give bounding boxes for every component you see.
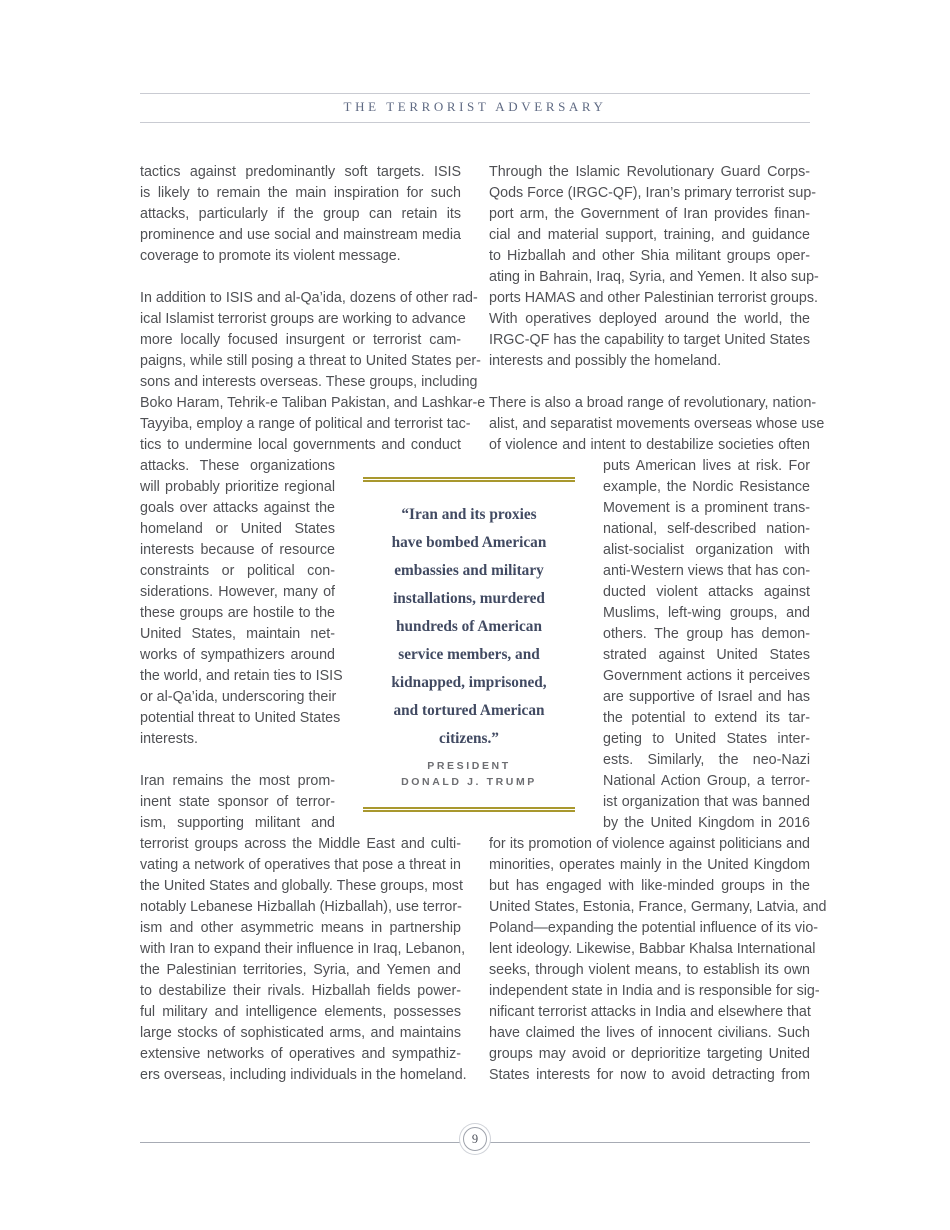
body-text-line: have claimed the lives of innocent civilians. Such xyxy=(489,1025,810,1041)
body-text-line: anti-Western views that has con- xyxy=(603,563,811,579)
body-text-line: ests. Similarly, the neo-Nazi xyxy=(603,752,810,768)
body-text-line: these groups are hostile to the xyxy=(140,605,335,621)
body-text-line: with Iran to expand their influence in Iraq, Lebanon, xyxy=(140,941,466,957)
body-text-line: seeks, through violent means, to establish its own xyxy=(489,962,810,978)
body-text-line: attacks. These organizations xyxy=(140,458,335,474)
body-text-line: interests and possibly the homeland. xyxy=(489,353,722,369)
body-text-line: is likely to remain the main inspiration for such xyxy=(140,185,461,201)
body-text-line: Movement is a prominent trans- xyxy=(603,500,810,516)
body-text-line: alist-socialist organization with xyxy=(603,542,810,558)
pull-quote xyxy=(363,501,575,753)
body-text-line: cial and material support, training, and guidance xyxy=(489,227,810,243)
body-text-line: There is also a broad range of revolutionary, nation- xyxy=(489,395,817,411)
body-text-line: others. The group has demon- xyxy=(603,626,810,642)
pull-quote-line: service members, and xyxy=(398,646,540,663)
body-text-line: nificant terrorist attacks in India and elsewhere that xyxy=(489,1004,811,1020)
body-text-line: With operatives deployed around the world, the xyxy=(489,311,810,327)
body-text-line: Muslims, left-wing groups, and xyxy=(603,605,810,621)
pull-quote-line: embassies and military xyxy=(394,562,544,579)
footer-rule-left xyxy=(140,1142,460,1143)
pull-quote-rule-bottom xyxy=(363,807,575,812)
body-text-line: States interests for now to avoid detracting from xyxy=(489,1067,810,1083)
body-text-line: siderations. However, many of xyxy=(140,584,335,600)
body-text-line: lent ideology. Likewise, Babbar Khalsa International xyxy=(489,941,816,957)
body-text-line: sons and interests overseas. These groups, including xyxy=(140,374,478,390)
body-text-line: tics to undermine local governments and conduct xyxy=(140,437,461,453)
body-text-line: Iran remains the most prom- xyxy=(140,773,335,789)
body-text-line: by the United Kingdom in 2016 xyxy=(603,815,810,831)
body-text-line: IRGC-QF has the capability to target United States xyxy=(489,332,811,348)
body-text-line: Qods Force (IRGC-QF), Iran’s primary terrorist sup- xyxy=(489,185,817,201)
body-text-line: potential threat to United States xyxy=(140,710,341,726)
body-text-line: for its promotion of violence against politicians and xyxy=(489,836,810,852)
body-text-line: minorities, operates mainly in the United Kingdom xyxy=(489,857,810,873)
body-text-line: the United States and globally. These groups, most xyxy=(140,878,463,894)
body-text-line: to Hizballah and other Shia militant groups oper- xyxy=(489,248,810,264)
body-text-line: ful military and intelligence elements, possesses xyxy=(140,1004,461,1020)
body-text-line: the Palestinian territories, Syria, and Yemen and xyxy=(140,962,461,978)
body-text-line: the potential to extend its tar- xyxy=(603,710,810,726)
body-text-line: Poland—expanding the potential influence of its vio- xyxy=(489,920,819,936)
page-number: 9 xyxy=(471,1132,479,1146)
body-text-line: notably Lebanese Hizballah (Hizballah), use terror- xyxy=(140,899,462,915)
body-text-line: interests. xyxy=(140,731,199,747)
body-text-line: United States, maintain net- xyxy=(140,626,335,642)
body-text-line: alist, and separatist movements overseas whose use xyxy=(489,416,825,432)
body-text-line: geting to United States inter- xyxy=(603,731,810,747)
body-text-line: homeland or United States xyxy=(140,521,335,537)
body-text-line: interests because of resource xyxy=(140,542,335,558)
pull-quote-rule-top xyxy=(363,477,575,482)
body-text-line: ical Islamist terrorist groups are working to advance xyxy=(140,311,466,327)
body-text-line: groups may avoid or deprioritize targeting United xyxy=(489,1046,810,1062)
body-text-line: coverage to promote its violent message. xyxy=(140,248,401,264)
body-text-line: terrorist groups across the Middle East and culti- xyxy=(140,836,461,852)
pull-quote-line: have bombed American xyxy=(391,534,547,551)
body-text-line: constraints or political con- xyxy=(140,563,335,579)
body-text-line: vating a network of operatives that pose a threat in xyxy=(140,857,461,873)
pull-quote-attribution-title: PRESIDENT xyxy=(427,760,511,772)
pull-quote-line: citizens.” xyxy=(439,730,499,747)
header-rule-bottom xyxy=(140,122,810,123)
pull-quote-line: hundreds of American xyxy=(396,618,542,635)
body-text-line: works of sympathizers around xyxy=(140,647,335,663)
pull-quote-line: and tortured American xyxy=(393,702,545,719)
body-text-line: attacks, particularly if the group can retain its xyxy=(140,206,461,222)
header-rule-top xyxy=(140,93,810,94)
pull-quote-line: installations, murdered xyxy=(393,590,545,607)
body-text-line: or al-Qa’ida, underscoring their xyxy=(140,689,337,705)
running-head: THE TERRORIST ADVERSARY xyxy=(343,99,607,114)
body-text-line: ism and other asymmetric means in partnership xyxy=(140,920,461,936)
pull-quote-line: kidnapped, imprisoned, xyxy=(391,674,547,691)
body-text-line: port arm, the Government of Iran provides finan- xyxy=(489,206,810,222)
body-text-line: Tayyiba, employ a range of political and terrorist tac- xyxy=(140,416,471,432)
body-text-line: ports HAMAS and other Palestinian terrorist groups. xyxy=(489,290,818,306)
body-text-line: ism, supporting militant and xyxy=(140,815,335,831)
body-text-line: independent state in India and is responsible for sig- xyxy=(489,983,820,999)
pull-quote-line: “Iran and its proxies xyxy=(401,506,537,523)
body-text-line: National Action Group, a terror- xyxy=(603,773,810,789)
body-text-line: strated against United States xyxy=(603,647,810,663)
pull-quote-attribution-name: DONALD J. TRUMP xyxy=(401,776,537,788)
body-text-line: ating in Bahrain, Iraq, Syria, and Yemen. It also sup- xyxy=(489,269,819,285)
body-text-line: will probably prioritize regional xyxy=(140,479,335,495)
body-text-line: extensive networks of operatives and sympathiz- xyxy=(140,1046,461,1062)
body-text-line: United States, Estonia, France, Germany, Latvia, and xyxy=(489,899,827,915)
body-text-line: but has engaged with like-minded groups in the xyxy=(489,878,810,894)
body-text-line: tactics against predominantly soft targets. ISIS xyxy=(140,164,461,180)
body-text-line: ducted violent attacks against xyxy=(603,584,810,600)
body-text-line: prominence and use social and mainstream media xyxy=(140,227,461,243)
body-text-line: Government actions it perceives xyxy=(603,668,810,684)
body-text-line: goals over attacks against the xyxy=(140,500,335,516)
body-text-line: national, self-described nation- xyxy=(603,521,810,537)
body-text-line: the world, and retain ties to ISIS xyxy=(140,668,343,684)
footer-rule-right xyxy=(490,1142,810,1143)
body-text-line: ist organization that was banned xyxy=(603,794,810,810)
body-text-line: are supportive of Israel and has xyxy=(603,689,810,705)
body-text-line: Through the Islamic Revolutionary Guard Corps- xyxy=(489,164,810,180)
body-text-line: of violence and intent to destabilize societies often xyxy=(489,437,810,453)
body-text-line: In addition to ISIS and al-Qa’ida, dozens of other rad- xyxy=(140,290,478,306)
body-text-line: ers overseas, including individuals in the homeland. xyxy=(140,1067,467,1083)
body-text-line: paigns, while still posing a threat to United States per- xyxy=(140,353,481,369)
body-text-line: more locally focused insurgent or terrorist cam- xyxy=(140,332,461,348)
body-text-line: inent state sponsor of terror- xyxy=(140,794,335,810)
body-text-line: large stocks of sophisticated arms, and maintains xyxy=(140,1025,461,1041)
body-text-line: puts American lives at risk. For xyxy=(603,458,810,474)
body-text-line: example, the Nordic Resistance xyxy=(603,479,810,495)
body-text-line: Boko Haram, Tehrik-e Taliban Pakistan, and Lashkar-e xyxy=(140,395,486,411)
body-text-line: to destabilize their rivals. Hizballah fields power- xyxy=(140,983,461,999)
